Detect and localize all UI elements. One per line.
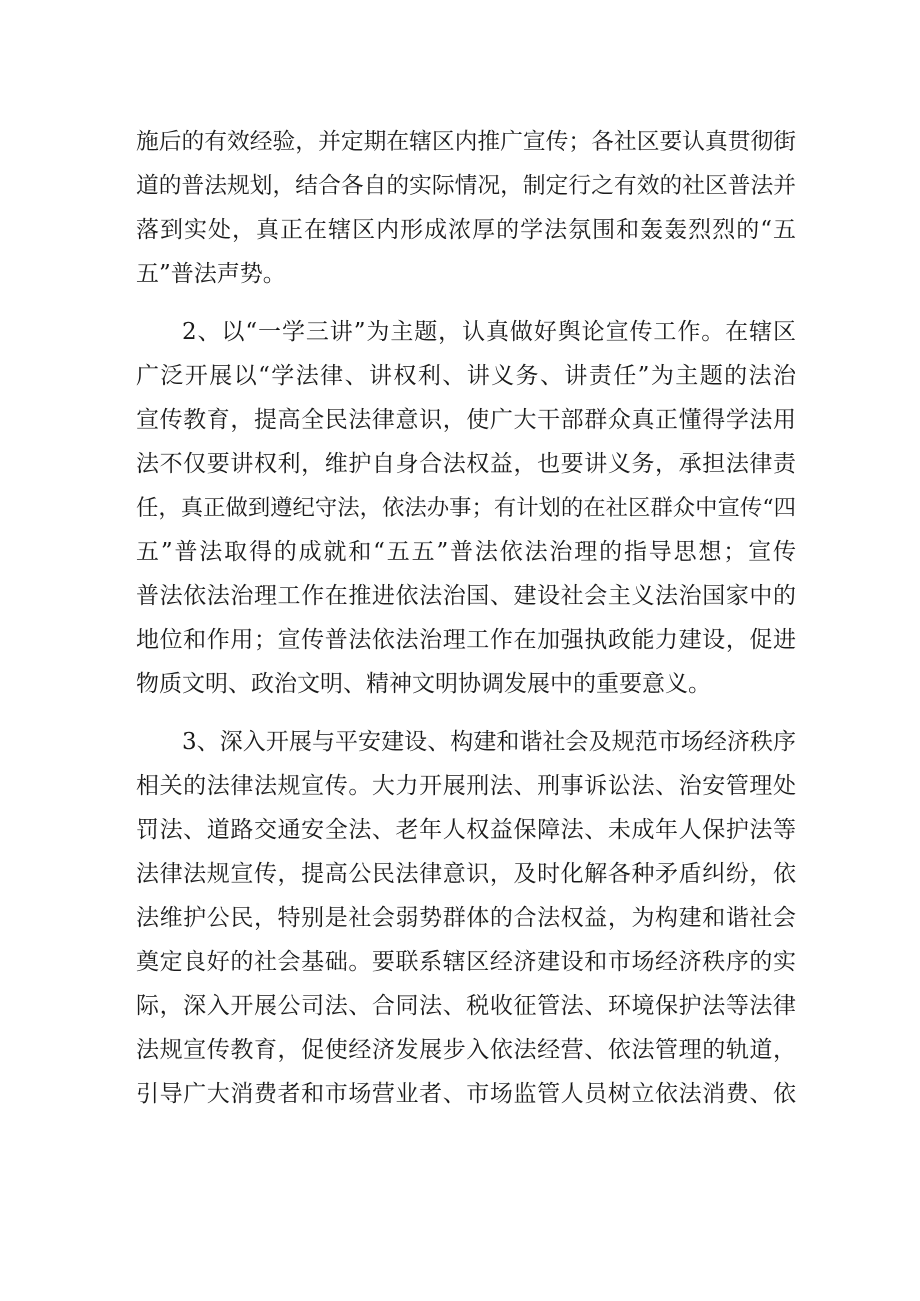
text-line: 宣传教育，提高全民法律意识，使广大干部群众真正懂得学法用 — [136, 407, 796, 433]
text-line: 普法依法治理工作在推进依法治国、建设社会主义法治国家中的 — [136, 583, 796, 609]
text-line: 落到实处，真正在辖区内形成浓厚的学法氛围和轰轰烈烈的“五 — [136, 217, 796, 243]
paragraph-3 — [136, 720, 796, 1116]
text-line: 五”普法取得的成就和“五五”普法依法治理的指导思想；宣传 — [136, 539, 796, 565]
text-line: 奠定良好的社会基础。要联系辖区经济建设和市场经济秩序的实 — [136, 949, 796, 975]
text-line: 法维护公民，特别是社会弱势群体的合法权益，为构建和谐社会 — [136, 905, 796, 931]
text-line: 2、以“一学三讲”为主题，认真做好舆论宣传工作。在辖区 — [182, 319, 796, 345]
text-line: 施后的有效经验，并定期在辖区内推广宣传；各社区要认真贯彻街 — [136, 129, 796, 155]
text-line: 相关的法律法规宣传。大力开展刑法、刑事诉讼法、治安管理处 — [136, 773, 796, 799]
text-line: 法不仅要讲权利，维护自身合法权益，也要讲义务，承担法律责 — [136, 451, 796, 477]
paragraph-2 — [136, 310, 796, 706]
text-line: 地位和作用；宣传普法依法治理工作在加强执政能力建设，促进 — [136, 627, 796, 653]
text-line: 物质文明、政治文明、精神文明协调发展中的重要意义。 — [136, 671, 711, 697]
text-line: 道的普法规划，结合各自的实际情况，制定行之有效的社区普法并 — [136, 173, 796, 199]
text-line: 法律法规宣传，提高公民法律意识，及时化解各种矛盾纠纷，依 — [136, 861, 796, 887]
text-line: 五”普法声势。 — [136, 261, 286, 287]
text-line: 罚法、道路交通安全法、老年人权益保障法、未成年人保护法等 — [136, 817, 796, 843]
text-line: 引导广大消费者和市场营业者、市场监管人员树立依法消费、依 — [136, 1081, 796, 1107]
text-line: 法规宣传教育，促使经济发展步入依法经营、依法管理的轨道， — [136, 1037, 796, 1063]
document-body — [136, 120, 796, 1130]
text-line: 3、深入开展与平安建设、构建和谐社会及规范市场经济秩序 — [182, 729, 796, 755]
text-line: 际，深入开展公司法、合同法、税收征管法、环境保护法等法律 — [136, 993, 796, 1019]
text-line: 广泛开展以“学法律、讲权利、讲义务、讲责任”为主题的法治 — [136, 363, 796, 389]
text-line: 任，真正做到遵纪守法，依法办事；有计划的在社区群众中宣传“四 — [136, 495, 796, 521]
paragraph-1 — [136, 120, 796, 296]
